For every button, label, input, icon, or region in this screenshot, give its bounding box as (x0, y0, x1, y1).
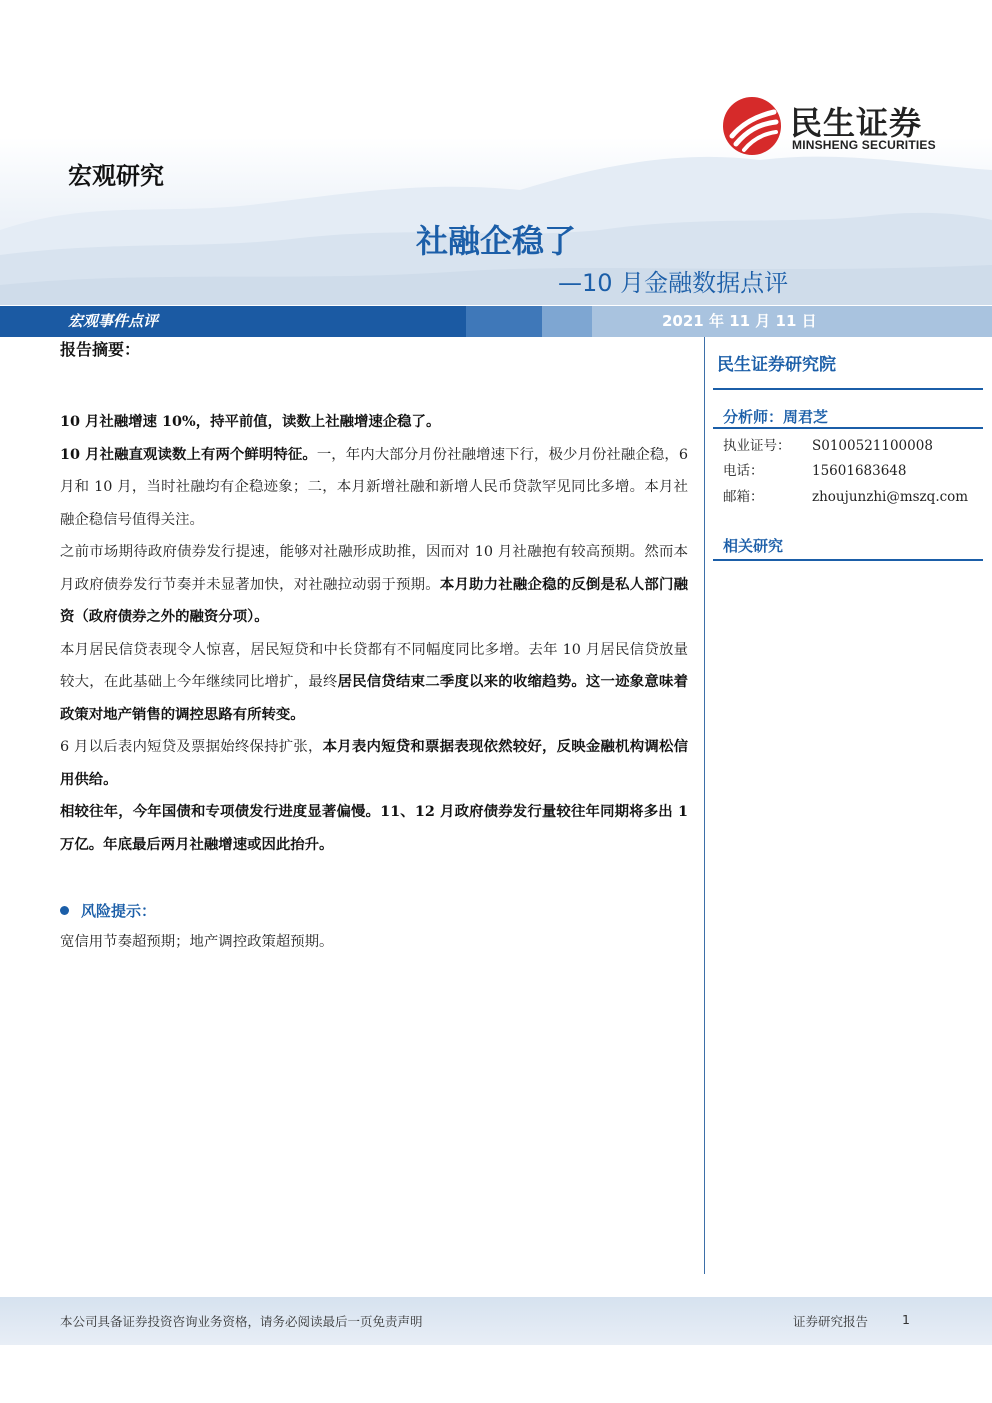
info-row-phone (723, 459, 906, 479)
risk-heading (60, 900, 156, 921)
logo-english-text: MINSHENG SECURITIES (792, 138, 936, 152)
text-run: 之前市场期待政府债券发行提速，能够对社融形成助推，因而对 10 月社融抱有较高预期。然而本月政府债券发行节奏并未显著加快，对社融拉动弱于预期。 (60, 544, 688, 593)
page-number: 1 (902, 1312, 910, 1327)
summary-heading: 报告摘要： (60, 340, 141, 359)
footer-report-type: 证券研究报告 (793, 1314, 869, 1329)
sidebar-rule (713, 427, 983, 429)
report-subtitle: —10 月金融数据点评 (558, 269, 789, 297)
sidebar-rule (713, 559, 983, 561)
text-run: 一，年内大部分月份社融增速下行，极少月份社融企稳，6 月和 10 月，当时社融均有企稳迹象；二，本月新增社融和新增人民币贷款罕见同比多增。本月社融企稳信号值得关注。 (60, 446, 688, 528)
summary-paragraph (60, 796, 688, 861)
info-key: 电话： (723, 463, 764, 479)
bullet-icon (60, 906, 69, 915)
summary-paragraph (60, 731, 688, 796)
info-key: 执业证号： (723, 438, 791, 454)
text-run: 本月居民信贷表现令人惊喜，居民短贷和中长贷都有不同幅度同比多增。去年 10 月居民信贷放量较大，在此基础上今年继续同比增扩，最终 (60, 641, 688, 690)
column-divider (704, 337, 705, 1274)
risk-heading-text: 风险提示： (81, 902, 157, 920)
bold-text-run: 居民信贷结束二季度以来的收缩趋势。这一迹象意味着政策对地产销售的调控思路有所转变。 (60, 673, 688, 723)
logo-chinese-text: 民生证券 (790, 104, 923, 142)
email-link[interactable]: zhoujunzhi@mszq.com (812, 489, 969, 505)
report-type-label: 宏观事件点评 (68, 312, 159, 330)
report-title: 社融企稳了 (415, 222, 576, 260)
institute-name: 民生证券研究院 (717, 355, 836, 375)
bold-text-run: 本月助力社融企稳的反倒是私人部门融资（政府债券之外的融资分项）。 (60, 575, 688, 625)
footer-disclaimer: 本公司具备证券投资咨询业务资格，请务必阅读最后一页免责声明 (60, 1314, 423, 1329)
bold-text-run: 相较往年，今年国债和专项债发行进度显著偏慢。11、12 月政府债券发行量较往年同期将多出 1 万亿。年底最后两月社融增速或因此抬升。 (60, 803, 688, 853)
summary-paragraph (60, 439, 688, 537)
info-row-email[interactable] (723, 485, 968, 505)
info-value: S0100521100008 (812, 438, 933, 454)
related-research-heading: 相关研究 (723, 537, 784, 555)
summary-paragraph (60, 634, 688, 732)
report-category: 宏观研究 (68, 162, 164, 190)
info-value: 15601683648 (812, 463, 907, 479)
info-key: 邮箱： (723, 489, 764, 505)
report-date: 2021 年 11 月 11 日 (662, 312, 817, 330)
brand-logo (722, 96, 952, 156)
summary-paragraph (60, 406, 688, 439)
minsheng-logo-icon (722, 96, 782, 156)
text-run: 6 月以后表内短贷及票据始终保持扩张， (60, 739, 323, 755)
bold-text-run: 本月表内短贷和票据表现依然较好，反映金融机构调松信用供给。 (60, 738, 688, 788)
summary-body (60, 406, 688, 861)
bold-text-run: 10 月社融直观读数上有两个鲜明特征。 (60, 445, 317, 463)
summary-paragraph (60, 536, 688, 634)
sidebar-rule (713, 388, 983, 390)
bold-text-run: 10 月社融增速 10%，持平前值，读数上社融增速企稳了。 (60, 413, 441, 430)
info-row-license (723, 434, 933, 454)
risk-text: 宽信用节奏超预期；地产调控政策超预期。 (60, 934, 334, 950)
analyst-name: 分析师：周君芝 (723, 408, 829, 426)
